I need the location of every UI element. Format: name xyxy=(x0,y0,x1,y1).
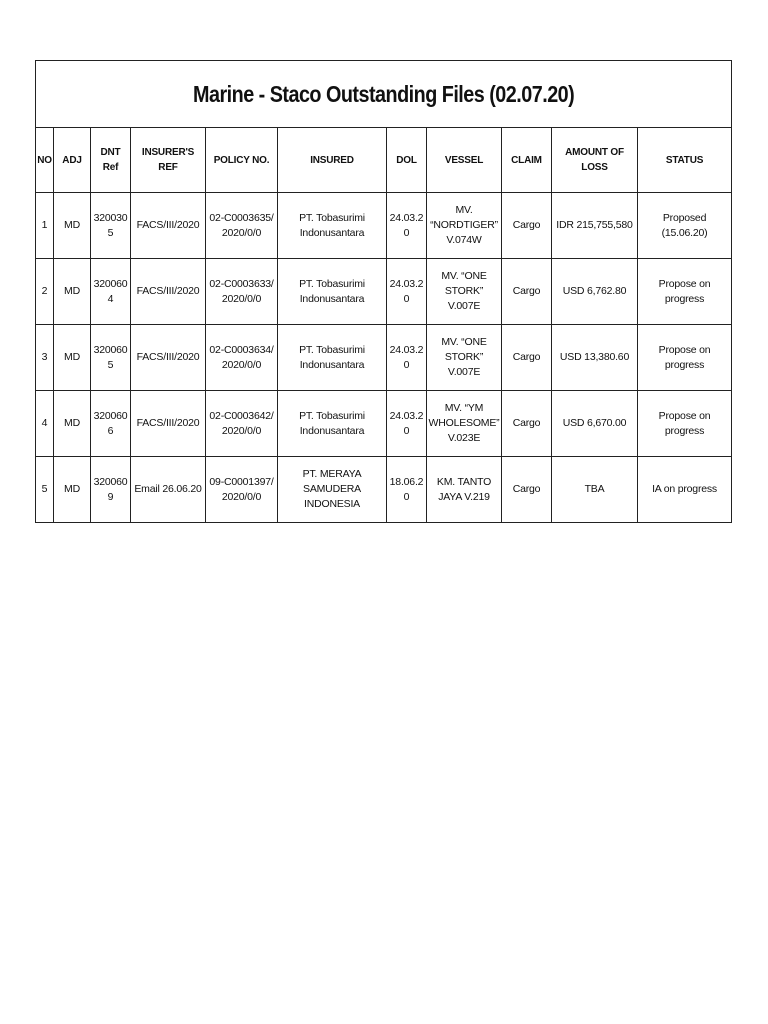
cell-insured: PT. Tobasurimi Indonusantara xyxy=(278,325,387,391)
cell-amount-of-loss: IDR 215,755,580 xyxy=(552,193,638,259)
cell-vessel: MV. “NORDTIGER” V.074W xyxy=(427,193,502,259)
column-header-row xyxy=(36,128,732,193)
outstanding-files-table xyxy=(35,60,732,523)
cell-dol: 24.03.20 xyxy=(387,259,427,325)
cell-dnt-ref: 3200605 xyxy=(91,325,131,391)
cell-adj: MD xyxy=(54,325,91,391)
cell-amount-of-loss: USD 6,670.00 xyxy=(552,391,638,457)
cell-dnt-ref: 3200604 xyxy=(91,259,131,325)
header-amount-of-loss: AMOUNT OF LOSS xyxy=(552,128,638,193)
table-row xyxy=(36,457,732,523)
cell-claim: Cargo xyxy=(502,259,552,325)
cell-no: 1 xyxy=(36,193,54,259)
cell-dnt-ref: 3200305 xyxy=(91,193,131,259)
cell-adj: MD xyxy=(54,193,91,259)
cell-adj: MD xyxy=(54,259,91,325)
header-insurers-ref: INSURER'S REF xyxy=(131,128,206,193)
cell-no: 4 xyxy=(36,391,54,457)
header-claim: CLAIM xyxy=(502,128,552,193)
header-adj: ADJ xyxy=(54,128,91,193)
cell-insured: PT. MERAYA SAMUDERA INDONESIA xyxy=(278,457,387,523)
header-policy-no: POLICY NO. xyxy=(206,128,278,193)
header-dnt-ref: DNT Ref xyxy=(91,128,131,193)
header-insured: INSURED xyxy=(278,128,387,193)
cell-amount-of-loss: USD 6,762.80 xyxy=(552,259,638,325)
cell-claim: Cargo xyxy=(502,391,552,457)
outstanding-files-sheet xyxy=(35,60,731,523)
header-status: STATUS xyxy=(638,128,732,193)
cell-policy-no: 02-C0003635/2020/0/0 xyxy=(206,193,278,259)
table-row xyxy=(36,259,732,325)
cell-insured: PT. Tobasurimi Indonusantara xyxy=(278,391,387,457)
cell-status: Propose on progress xyxy=(638,259,732,325)
cell-status: Proposed (15.06.20) xyxy=(638,193,732,259)
cell-dol: 24.03.20 xyxy=(387,391,427,457)
cell-claim: Cargo xyxy=(502,325,552,391)
cell-policy-no: 02-C0003633/2020/0/0 xyxy=(206,259,278,325)
sheet-title-cell xyxy=(36,61,732,128)
cell-amount-of-loss: USD 13,380.60 xyxy=(552,325,638,391)
table-row xyxy=(36,391,732,457)
cell-vessel: KM. TANTO JAYA V.219 xyxy=(427,457,502,523)
cell-dol: 24.03.20 xyxy=(387,325,427,391)
cell-claim: Cargo xyxy=(502,457,552,523)
cell-vessel: MV. “ONE STORK” V.007E xyxy=(427,325,502,391)
cell-insurers-ref: FACS/III/2020 xyxy=(131,391,206,457)
table-row xyxy=(36,325,732,391)
cell-no: 5 xyxy=(36,457,54,523)
cell-no: 2 xyxy=(36,259,54,325)
cell-insurers-ref: FACS/III/2020 xyxy=(131,193,206,259)
sheet-title: Marine - Staco Outstanding Files (02.07.20) xyxy=(192,80,575,107)
cell-adj: MD xyxy=(54,391,91,457)
cell-no: 3 xyxy=(36,325,54,391)
cell-insurers-ref: FACS/III/2020 xyxy=(131,325,206,391)
cell-adj: MD xyxy=(54,457,91,523)
cell-claim: Cargo xyxy=(502,193,552,259)
cell-insured: PT. Tobasurimi Indonusantara xyxy=(278,193,387,259)
cell-dnt-ref: 3200609 xyxy=(91,457,131,523)
cell-dnt-ref: 3200606 xyxy=(91,391,131,457)
cell-status: IA on progress xyxy=(638,457,732,523)
cell-amount-of-loss: TBA xyxy=(552,457,638,523)
cell-policy-no: 02-C0003634/2020/0/0 xyxy=(206,325,278,391)
cell-vessel: MV. “YM WHOLESOME” V.023E xyxy=(427,391,502,457)
cell-policy-no: 02-C0003642/2020/0/0 xyxy=(206,391,278,457)
header-no: NO xyxy=(36,128,54,193)
header-dol: DOL xyxy=(387,128,427,193)
cell-insurers-ref: FACS/III/2020 xyxy=(131,259,206,325)
cell-insurers-ref: Email 26.06.20 xyxy=(131,457,206,523)
cell-status: Propose on progress xyxy=(638,391,732,457)
cell-insured: PT. Tobasurimi Indonusantara xyxy=(278,259,387,325)
cell-dol: 24.03.20 xyxy=(387,193,427,259)
cell-dol: 18.06.20 xyxy=(387,457,427,523)
cell-policy-no: 09-C0001397/2020/0/0 xyxy=(206,457,278,523)
table-row xyxy=(36,193,732,259)
cell-status: Propose on progress xyxy=(638,325,732,391)
cell-vessel: MV. “ONE STORK” V.007E xyxy=(427,259,502,325)
header-vessel: VESSEL xyxy=(427,128,502,193)
